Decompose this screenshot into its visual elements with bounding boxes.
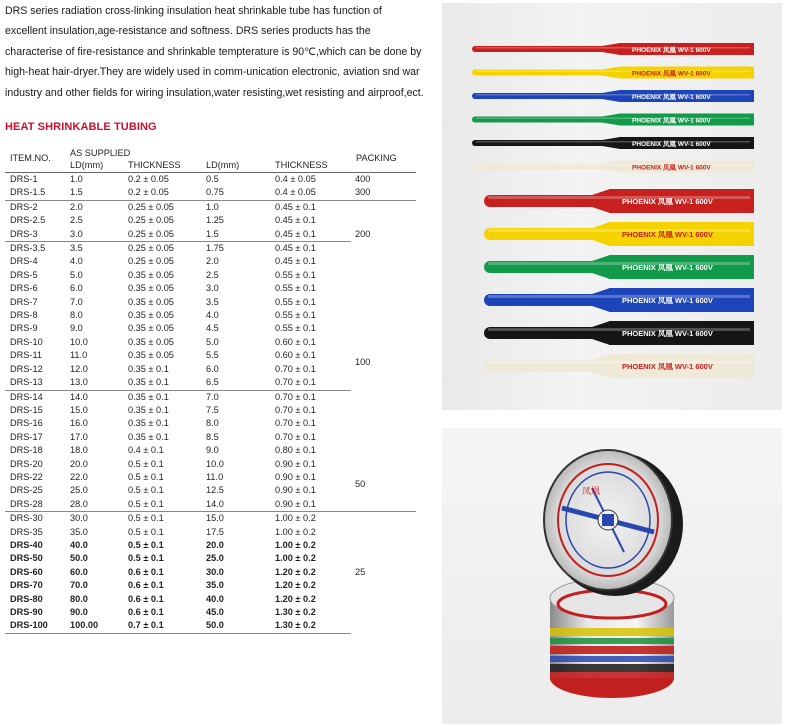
- cell-ld-recovered: 12.5: [206, 485, 224, 496]
- cell-item-no: DRS-1.5: [10, 187, 46, 198]
- cell-ld-supplied: 8.0: [70, 310, 83, 321]
- cell-item-no: DRS-5: [10, 269, 38, 280]
- cell-ld-recovered: 50.0: [201, 619, 270, 633]
- cell-item-no: DRS-10: [10, 336, 43, 347]
- cell-ld-recovered: 5.5: [206, 350, 219, 361]
- tube-brand-label: PHOENIX 凤凰 WV-1 600V: [622, 263, 713, 272]
- cell-thickness-recovered: 0.45 ± 0.1: [270, 200, 351, 214]
- cell-ld-supplied: 25.0: [70, 485, 88, 496]
- cell-ld-supplied: 50.0: [70, 553, 88, 564]
- cell-thickness-supplied: 0.35 ± 0.1: [128, 418, 169, 429]
- cell-ld-recovered: 8.5: [206, 431, 219, 442]
- cell-ld-supplied: 6.0: [70, 283, 83, 294]
- tube-5: [472, 137, 754, 149]
- cell-ld-recovered: 15.0: [201, 512, 270, 526]
- cell-thickness-supplied: 0.35 ± 0.1: [128, 377, 169, 388]
- cell-thickness-supplied: 0.35 ± 0.05: [128, 283, 174, 294]
- table-row: [5, 200, 416, 214]
- tube-2: [472, 67, 754, 79]
- cell-packing: 100: [355, 357, 371, 368]
- cell-thickness-recovered: 1.00 ± 0.2: [275, 553, 316, 564]
- cell-ld-recovered: 45.0: [206, 607, 224, 617]
- cell-ld-supplied: 11.0: [70, 350, 88, 361]
- cell-thickness-recovered: 1.30 ± 0.2: [275, 607, 316, 617]
- cell-item-no: DRS-2: [5, 200, 65, 214]
- cell-thickness-supplied: 0.5 ± 0.1: [128, 498, 164, 509]
- cell-thickness-supplied: 0.25 ± 0.05: [123, 200, 201, 214]
- table-row: [5, 269, 416, 282]
- cell-thickness-recovered: 1.00 ± 0.2: [275, 526, 316, 537]
- cell-thickness-supplied: 0.6 ± 0.1: [128, 580, 164, 591]
- cell-ld-recovered: 1.0: [201, 200, 270, 214]
- cell-ld-recovered: 10.0: [206, 458, 224, 469]
- cell-thickness-recovered: 0.55 ± 0.1: [275, 269, 316, 280]
- reel-photo: [442, 428, 782, 724]
- cell-thickness-supplied: 0.35 ± 0.05: [128, 336, 174, 347]
- cell-ld-supplied: 70.0: [70, 580, 88, 591]
- cell-ld-recovered: 1.25: [206, 215, 224, 226]
- cell-thickness-recovered: 0.45 ± 0.1: [275, 256, 316, 267]
- cell-thickness-recovered: 0.90 ± 0.1: [275, 485, 316, 496]
- cell-item-no: DRS-40: [10, 539, 43, 550]
- cell-thickness-supplied: 0.5 ± 0.1: [123, 512, 201, 526]
- cell-ld-recovered: 1.5: [206, 228, 219, 239]
- cell-ld-supplied: 28.0: [70, 498, 88, 509]
- cell-item-no: DRS-18: [10, 445, 43, 456]
- cell-ld-supplied: 2.0: [65, 200, 123, 214]
- cell-ld-recovered: 11.0: [206, 471, 224, 482]
- cell-ld-supplied: 13.0: [70, 377, 88, 388]
- cell-item-no: DRS-4: [10, 256, 38, 267]
- cell-ld-recovered: 17.5: [206, 526, 224, 537]
- cell-ld-supplied: 80.0: [70, 593, 88, 604]
- cell-ld-recovered: 35.0: [206, 580, 224, 591]
- tube-7: [484, 189, 754, 213]
- cell-thickness-recovered: 0.55 ± 0.1: [275, 323, 316, 334]
- cell-thickness-supplied: 0.5 ± 0.1: [128, 471, 164, 482]
- cell-item-no: DRS-2.5: [10, 215, 46, 226]
- tube-brand-label: PHOENIX 凤凰 WV-1 600V: [622, 329, 713, 338]
- cell-ld-recovered: 9.0: [206, 445, 219, 456]
- cell-ld-supplied: 4.0: [70, 256, 83, 267]
- cell-item-no: DRS-16: [10, 418, 43, 429]
- cell-ld-recovered: 4.0: [206, 310, 219, 321]
- cell-thickness-supplied: 0.25 ± 0.05: [128, 228, 174, 239]
- cell-thickness-supplied: 0.5 ± 0.1: [128, 526, 164, 537]
- cell-ld-supplied: 1.5: [70, 187, 83, 198]
- cell-item-no: DRS-20: [10, 458, 43, 469]
- tube-brand-label: PHOENIX 凤凰 WV-1 600V: [622, 230, 713, 239]
- cell-thickness-supplied: 0.5 ± 0.1: [128, 458, 164, 469]
- cell-thickness-recovered: 0.90 ± 0.1: [275, 458, 316, 469]
- cell-item-no: DRS-3.5: [5, 242, 65, 256]
- cell-ld-recovered: 2.0: [206, 256, 219, 267]
- tube-12: [484, 354, 754, 378]
- cell-ld-supplied: 17.0: [70, 431, 88, 442]
- cell-ld-recovered: 6.0: [206, 363, 219, 374]
- cell-packing: 200: [351, 200, 416, 269]
- cell-ld-supplied: 10.0: [70, 336, 88, 347]
- cell-packing: 25: [351, 512, 416, 634]
- cell-thickness-recovered: 0.70 ± 0.1: [275, 377, 316, 388]
- cell-thickness-recovered: 0.4 ± 0.05: [275, 174, 316, 184]
- tubes-illustration: [442, 3, 782, 410]
- tube-brand-label: PHOENIX 凤凰 WV-1 600V: [632, 164, 711, 172]
- cell-thickness-recovered: 0.45 ± 0.1: [275, 228, 316, 239]
- cell-thickness-recovered: 0.55 ± 0.1: [275, 310, 316, 321]
- cell-ld-recovered: 0.5: [206, 174, 219, 184]
- tube-brand-label: PHOENIX 凤凰 WV-1 600V: [632, 70, 711, 78]
- table-row: [5, 186, 416, 200]
- cell-thickness-recovered: 0.70 ± 0.1: [270, 390, 351, 404]
- cell-item-no: DRS-7: [10, 296, 38, 307]
- cell-thickness-recovered: 0.70 ± 0.1: [275, 404, 316, 415]
- cell-packing: 50: [355, 478, 366, 489]
- cell-ld-recovered: 20.0: [206, 539, 224, 550]
- cell-thickness-supplied: 0.35 ± 0.1: [128, 431, 169, 442]
- cell-ld-recovered: 5.0: [206, 336, 219, 347]
- cell-ld-recovered: 6.5: [206, 377, 219, 388]
- tube-9: [484, 255, 754, 279]
- tube-11: [484, 321, 754, 345]
- cell-thickness-recovered: 0.45 ± 0.1: [270, 242, 351, 256]
- cell-thickness-recovered: 1.30 ± 0.2: [270, 619, 351, 633]
- col-header-packing: PACKING: [356, 152, 397, 163]
- cell-thickness-recovered: 0.90 ± 0.1: [275, 471, 316, 482]
- cell-ld-supplied: 40.0: [70, 539, 88, 550]
- cell-item-no: DRS-3: [10, 228, 38, 239]
- reel-disc: [544, 450, 683, 596]
- spec-table: [5, 143, 416, 634]
- cell-thickness-recovered: 0.90 ± 0.1: [275, 498, 316, 509]
- cell-thickness-recovered: 0.60 ± 0.1: [275, 336, 316, 347]
- cell-thickness-supplied: 0.5 ± 0.1: [128, 485, 164, 496]
- cell-ld-supplied: 3.0: [70, 228, 83, 239]
- cell-thickness-supplied: 0.35 ± 0.05: [128, 323, 174, 334]
- cell-ld-recovered: 3.5: [206, 296, 219, 307]
- cell-thickness-recovered: 1.20 ± 0.2: [275, 593, 316, 604]
- tube-brand-label: PHOENIX 凤凰 WV-1 600V: [632, 94, 711, 101]
- cell-item-no: DRS-60: [10, 566, 43, 577]
- cell-item-no: DRS-30: [5, 512, 65, 526]
- cell-thickness-supplied: 0.35 ± 0.05: [128, 350, 174, 361]
- tube-4: [472, 114, 754, 126]
- cell-ld-supplied: 5.0: [70, 269, 83, 280]
- cell-ld-recovered: 14.0: [206, 498, 224, 509]
- cell-ld-supplied: 14.0: [65, 390, 123, 404]
- cell-item-no: DRS-70: [10, 580, 43, 591]
- cell-ld-supplied: 22.0: [70, 471, 88, 482]
- cell-thickness-supplied: 0.2 ± 0.05: [128, 187, 169, 198]
- cell-thickness-recovered: 0.55 ± 0.1: [275, 296, 316, 307]
- col-header-thickness-2: THICKNESS: [275, 160, 328, 170]
- cell-thickness-recovered: 0.45 ± 0.1: [275, 215, 316, 226]
- reel-illustration: [442, 428, 782, 724]
- cell-thickness-supplied: 0.35 ± 0.1: [128, 404, 169, 415]
- cell-ld-supplied: 30.0: [65, 512, 123, 526]
- table-row: [5, 512, 416, 526]
- cell-item-no: DRS-35: [10, 526, 43, 537]
- tubes-photo: [442, 3, 782, 410]
- tube-brand-label: PHOENIX 凤凰 WV-1 600V: [632, 117, 711, 125]
- tube-brand-label: PHOENIX 凤凰 WV-1 600V: [632, 141, 711, 148]
- cell-ld-supplied: 12.0: [70, 363, 88, 374]
- cell-thickness-recovered: 0.80 ± 0.1: [275, 445, 316, 456]
- cell-thickness-recovered: 1.00 ± 0.2: [275, 539, 316, 550]
- cell-ld-supplied: 90.0: [70, 607, 88, 617]
- cell-thickness-supplied: 0.4 ± 0.1: [128, 445, 164, 456]
- cell-item-no: DRS-6: [10, 283, 38, 294]
- cell-ld-supplied: 7.0: [70, 296, 83, 307]
- cell-thickness-supplied: 0.2 ± 0.05: [128, 174, 169, 184]
- cell-ld-recovered: 4.5: [206, 323, 219, 334]
- col-header-as-supplied: AS SUPPLIED: [70, 148, 131, 158]
- table-row: [5, 458, 416, 471]
- cell-ld-recovered: 0.75: [206, 187, 224, 198]
- cell-thickness-supplied: 0.25 ± 0.05: [128, 256, 174, 267]
- cell-ld-recovered: 30.0: [206, 566, 224, 577]
- cell-item-no: DRS-14: [5, 390, 65, 404]
- cell-item-no: DRS-8: [10, 310, 38, 321]
- cell-item-no: DRS-15: [10, 404, 43, 415]
- cell-thickness-recovered: 1.00 ± 0.2: [270, 512, 351, 526]
- cell-thickness-supplied: 0.35 ± 0.05: [128, 310, 174, 321]
- cell-thickness-supplied: 0.35 ± 0.05: [128, 296, 174, 307]
- tube-10: [484, 288, 754, 312]
- col-header-ld-2: LD(mm): [206, 160, 240, 170]
- cell-thickness-supplied: 0.6 ± 0.1: [128, 593, 164, 604]
- cell-ld-recovered: 2.5: [206, 269, 219, 280]
- table-body: [5, 173, 416, 634]
- cell-ld-supplied: 1.0: [70, 174, 83, 184]
- cell-ld-recovered: 8.0: [206, 418, 219, 429]
- cell-thickness-supplied: 0.35 ± 0.1: [128, 363, 169, 374]
- cell-item-no: DRS-50: [10, 553, 43, 564]
- cell-item-no: DRS-9: [10, 323, 38, 334]
- tube-brand-label: PHOENIX 凤凰 WV-1 600V: [622, 362, 713, 371]
- cell-ld-recovered: 40.0: [206, 593, 224, 604]
- cell-packing: 400: [355, 174, 371, 184]
- cell-item-no: DRS-13: [10, 377, 43, 388]
- cell-ld-supplied: 20.0: [70, 458, 88, 469]
- reel-label: 凤凰: [582, 487, 601, 497]
- cell-ld-supplied: 16.0: [70, 418, 88, 429]
- tube-6: [472, 161, 754, 173]
- cell-packing: 300: [355, 187, 371, 198]
- cell-thickness-supplied: 0.6 ± 0.1: [128, 607, 164, 617]
- cell-thickness-recovered: 0.70 ± 0.1: [275, 431, 316, 442]
- cell-ld-supplied: 2.5: [70, 215, 83, 226]
- cell-thickness-supplied: 0.7 ± 0.1: [123, 619, 201, 633]
- cell-thickness-recovered: 0.4 ± 0.05: [275, 187, 316, 198]
- cell-ld-supplied: 100.00: [65, 619, 123, 633]
- cell-item-no: DRS-28: [10, 498, 43, 509]
- cell-item-no: DRS-25: [10, 485, 43, 496]
- tube-brand-label: PHOENIX 凤凰 WV-1 600V: [622, 197, 713, 206]
- cell-thickness-supplied: 0.25 ± 0.05: [123, 242, 201, 256]
- cell-thickness-recovered: 1.20 ± 0.2: [275, 566, 316, 577]
- cell-ld-supplied: 9.0: [70, 323, 83, 334]
- cell-thickness-recovered: 0.60 ± 0.1: [275, 350, 316, 361]
- cell-ld-recovered: 3.0: [206, 283, 219, 294]
- cell-ld-recovered: 25.0: [206, 553, 224, 564]
- intro-paragraph: DRS series radiation cross-linking insulation heat shrinkable tube has function of excellent insulation,age-resistance and softness. DRS series products has the characterise of fire-resistance and shrinkable tempterature is 90℃,which can be done by high-heat hair-dryer.They are widely used in comm-unication electronic, aviation snd war industry and other fields for wiring insulation,water resisting,wet resisting and airproof,ect.: [5, 5, 424, 99]
- cell-item-no: DRS-80: [10, 593, 43, 604]
- cell-ld-supplied: 15.0: [70, 404, 88, 415]
- cell-item-no: DRS-100: [5, 619, 65, 633]
- cell-item-no: DRS-17: [10, 431, 43, 442]
- tube-brand-label: PHOENIX 凤凰 WV-1 600V: [632, 47, 711, 54]
- cell-item-no: DRS-1: [10, 174, 38, 184]
- cell-thickness-supplied: 0.25 ± 0.05: [128, 215, 174, 226]
- reel-stack: [550, 578, 674, 698]
- cell-thickness-recovered: 0.70 ± 0.1: [275, 363, 316, 374]
- cell-ld-recovered: 1.75: [201, 242, 270, 256]
- cell-item-no: DRS-11: [10, 350, 42, 361]
- cell-ld-recovered: 7.0: [201, 390, 270, 404]
- cell-thickness-supplied: 0.6 ± 0.1: [128, 566, 164, 577]
- cell-thickness-recovered: 0.70 ± 0.1: [275, 418, 316, 429]
- col-header-thickness-1: THICKNESS: [128, 160, 181, 170]
- cell-thickness-supplied: 0.35 ± 0.05: [128, 269, 174, 280]
- cell-thickness-recovered: 1.20 ± 0.2: [275, 580, 316, 591]
- cell-item-no: DRS-12: [10, 363, 43, 374]
- cell-ld-recovered: 7.5: [206, 404, 219, 415]
- cell-thickness-supplied: 0.35 ± 0.1: [123, 390, 201, 404]
- cell-thickness-recovered: 0.55 ± 0.1: [275, 283, 316, 294]
- cell-ld-supplied: 18.0: [70, 445, 88, 456]
- cell-ld-supplied: 60.0: [70, 566, 88, 577]
- cell-item-no: DRS-22: [10, 471, 43, 482]
- cell-item-no: DRS-90: [10, 607, 43, 617]
- col-header-item-no: ITEM.NO.: [10, 152, 51, 163]
- table-row: [5, 173, 416, 187]
- cell-ld-supplied: 35.0: [70, 526, 88, 537]
- cell-thickness-supplied: 0.5 ± 0.1: [128, 539, 164, 550]
- section-title: HEAT SHRINKABLE TUBING: [5, 121, 157, 133]
- cell-thickness-supplied: 0.5 ± 0.1: [128, 553, 164, 564]
- tube-8: [484, 222, 754, 246]
- tube-1: [472, 43, 754, 55]
- table-header-row-1: [5, 143, 416, 158]
- cell-ld-supplied: 3.5: [65, 242, 123, 256]
- tube-brand-label: PHOENIX 凤凰 WV-1 600V: [622, 296, 713, 305]
- tube-3: [472, 90, 754, 102]
- col-header-ld-1: LD(mm): [70, 160, 104, 170]
